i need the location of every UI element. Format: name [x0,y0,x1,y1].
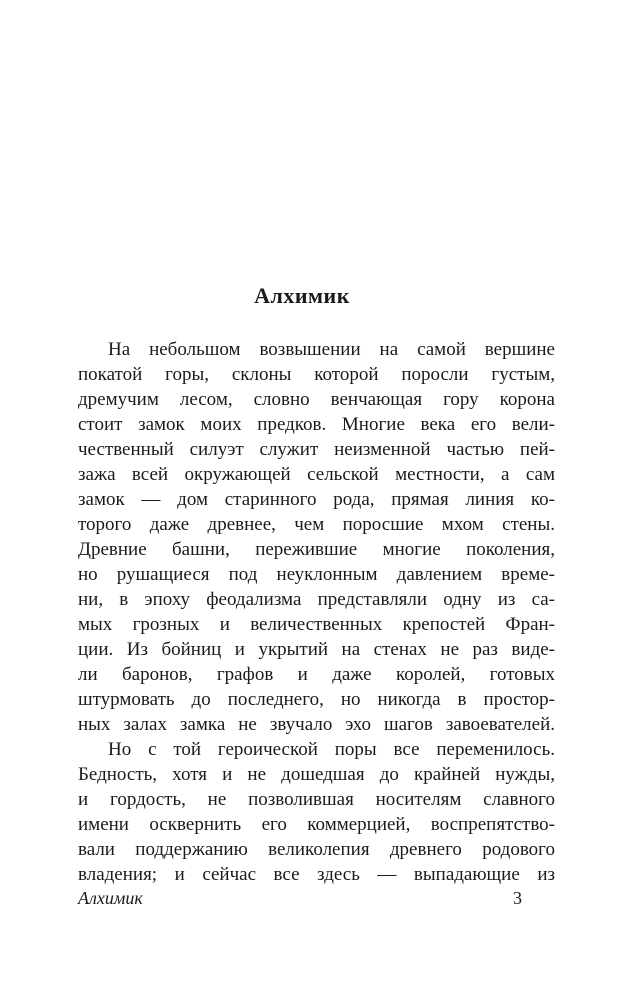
text-line: На небольшом возвышении на самой вершине [108,339,555,360]
text-line: дремучим лесом, словно венчающая гору корона [78,389,555,410]
running-title: Алхимик [78,888,143,908]
text-line: Но с той героической поры все переменилось. [108,739,555,760]
text-line: торого даже древнее, чем поросшие мхом стены. [78,514,555,535]
text-line: мых грозных и величественных крепостей Фран- [78,614,555,635]
text-line: владения; и сейчас все здесь — выпадающие из [78,864,555,885]
text-line: и гордость, не позволившая носителям славного [78,789,555,810]
text-line: чественный силуэт служит неизменной частью пей- [78,439,555,460]
text-line: Бедность, хотя и не дошедшая до крайней нужды, [78,764,555,785]
text-line: Древние башни, пережившие многие поколения, [78,539,555,560]
text-line: ни, в эпоху феодализма представляли одну из са- [78,589,555,610]
chapter-title: Алхимик [254,283,350,308]
text-line: штурмовать до последнего, но никогда в простор- [78,689,555,710]
text-line: ции. Из бойниц и укрытий на стенах не раз виде- [78,639,555,660]
body-text [78,337,555,887]
text-line: стоит замок моих предков. Многие века его вели- [78,414,555,435]
text-line: ли баронов, графов и даже королей, готовых [78,664,555,685]
text-line: но рушащиеся под неуклонным давлением време- [78,564,555,585]
text-line: замок — дом старинного рода, прямая линия ко- [78,489,555,510]
page-number: 3 [513,888,522,908]
text-line: вали поддержанию великолепия древнего родового [78,839,555,860]
text-line: ных залах замка не звучало эхо шагов завоевателей. [78,714,555,735]
text-line: покатой горы, склоны которой поросли густым, [78,364,555,385]
text-line: зажа всей окружающей сельской местности, а сам [78,464,555,485]
page-footer [78,886,555,911]
text-line: имени осквернить его коммерцией, воспрепятство- [78,814,555,835]
